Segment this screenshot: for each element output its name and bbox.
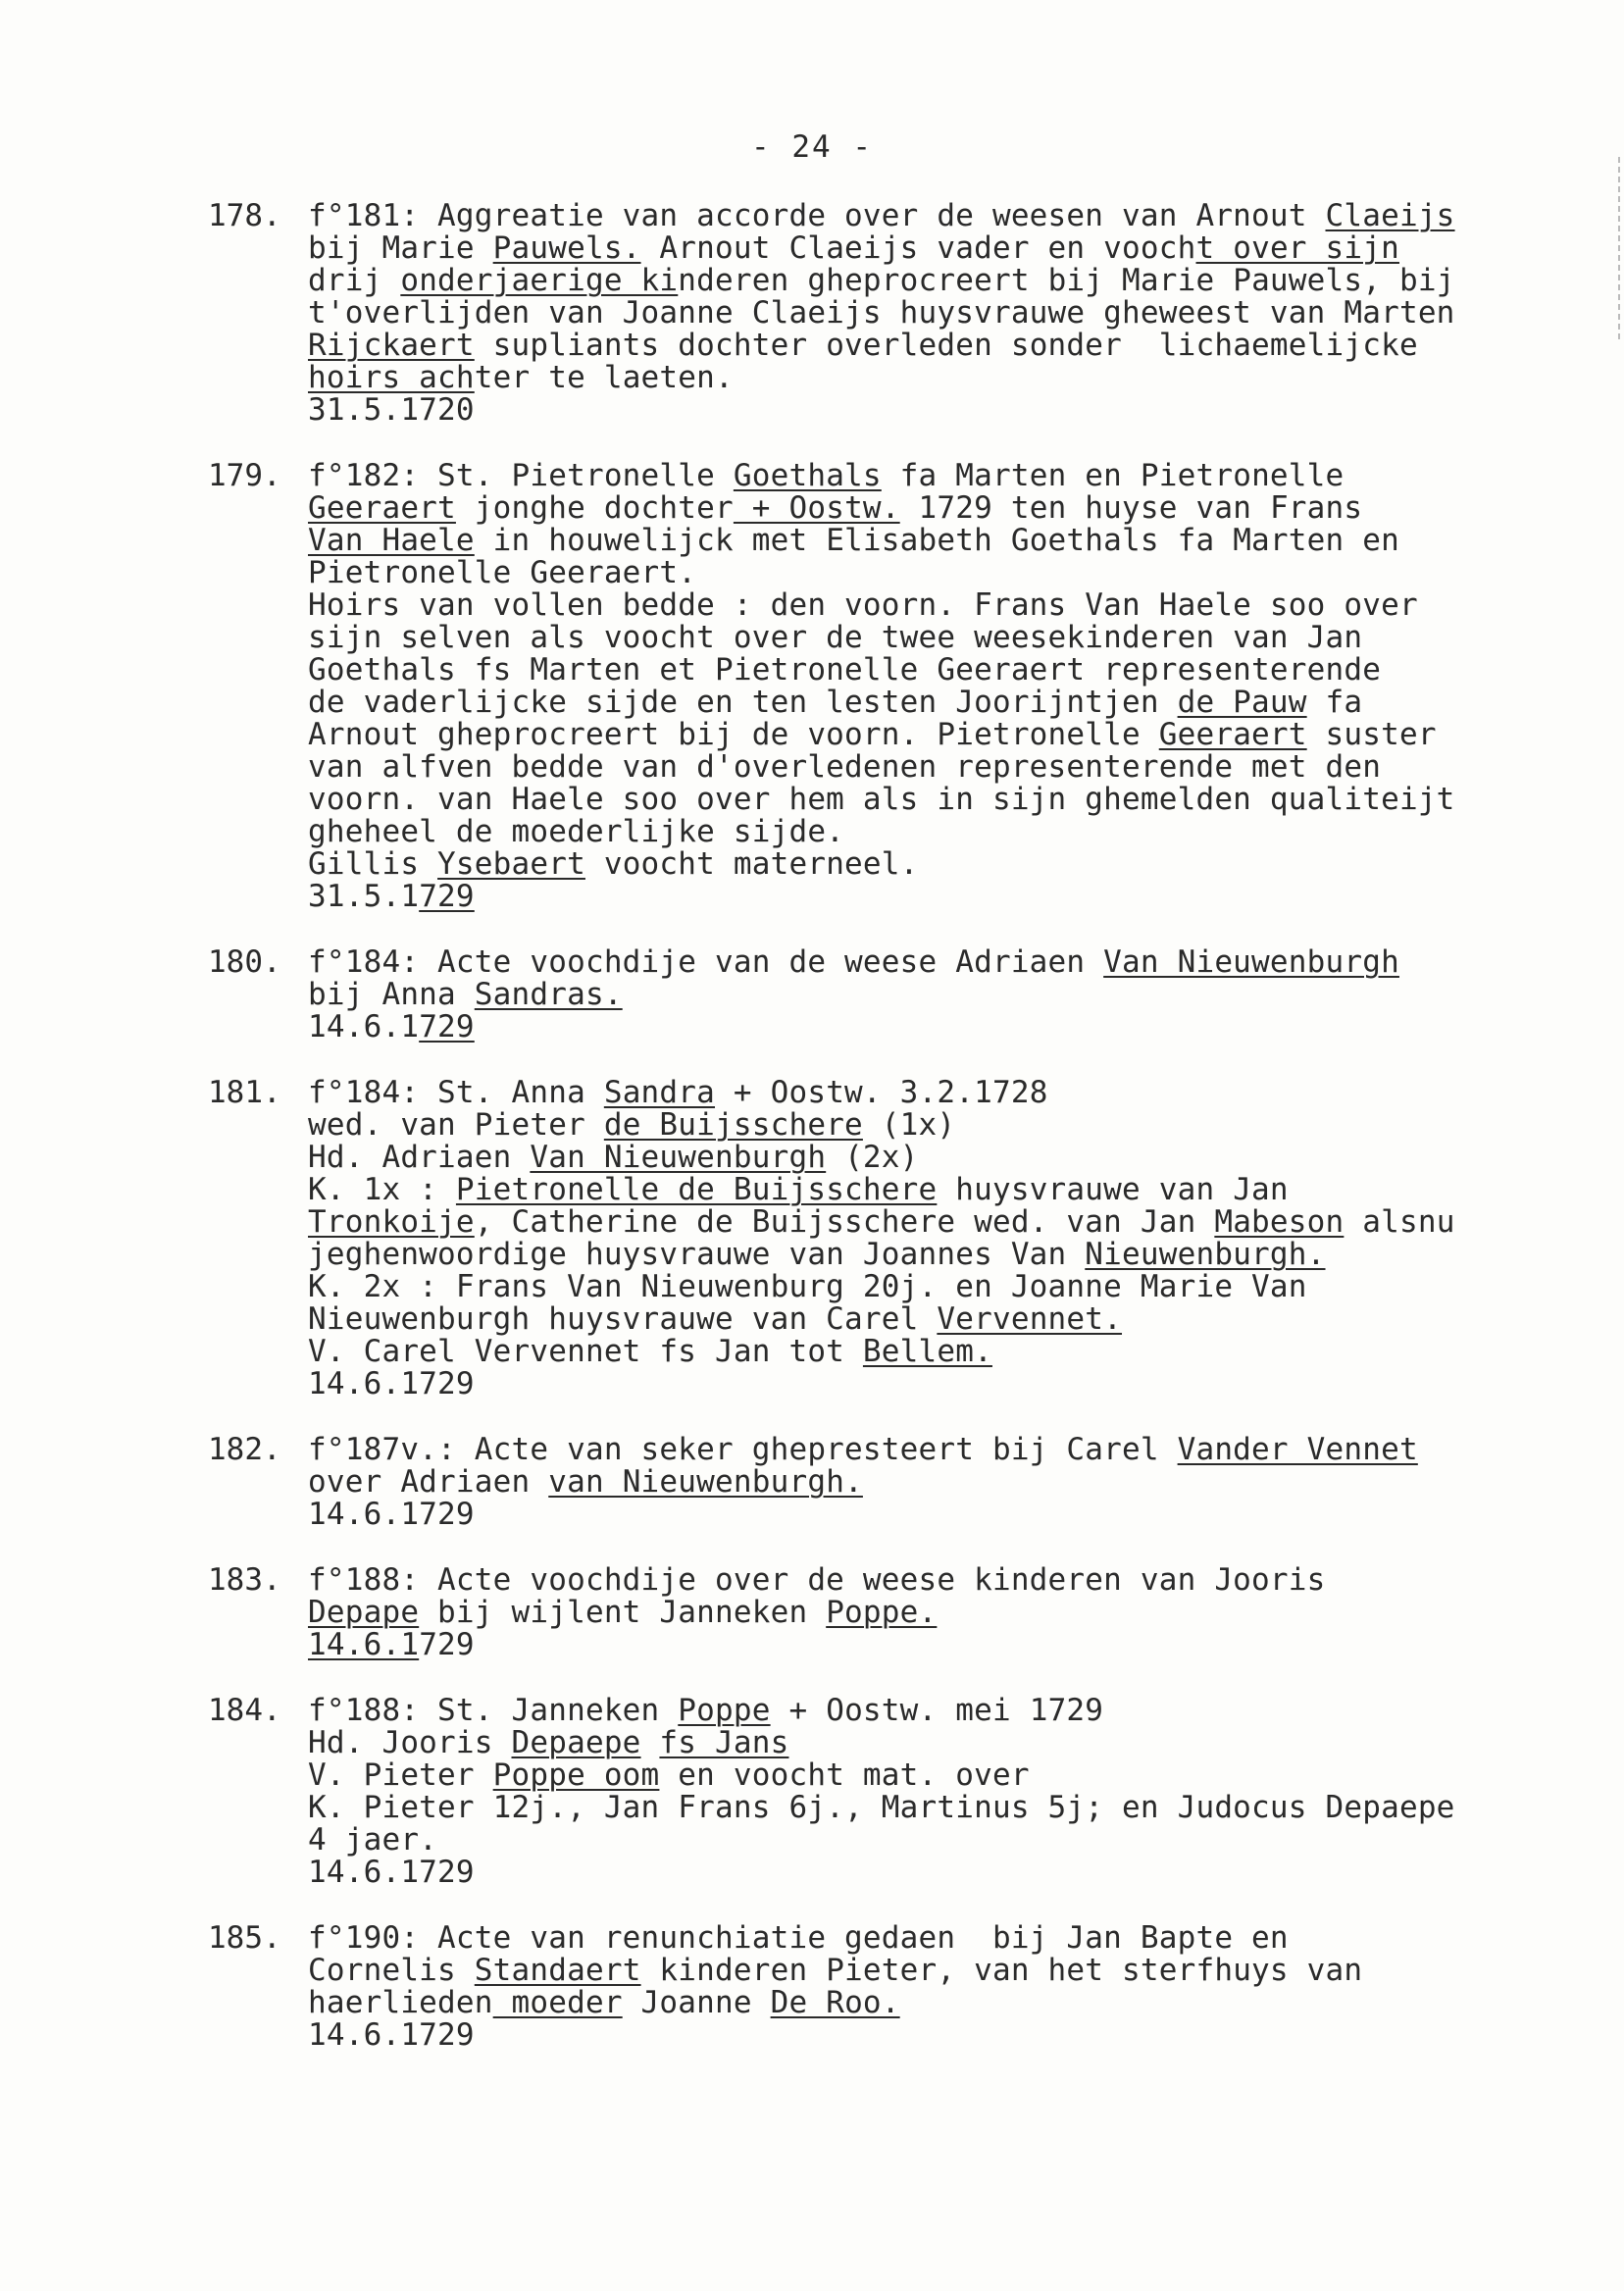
underlined-name: fs Jans [659,1725,789,1760]
entry-text-line [308,719,1542,751]
entry-text-line [308,297,1542,330]
entry-text-line [308,881,1542,913]
text-segment: Pietronelle Geeraert. [308,555,697,590]
entry-number: 179. [208,458,281,493]
underlined-name: Poppe. [826,1595,938,1630]
underlined-name: Geeraert [308,490,456,526]
entry-text-line [308,1077,1542,1109]
entry-text-line [308,1271,1542,1303]
text-segment: 14.6.1729 [308,1366,475,1401]
entry-text-line [308,1174,1542,1206]
entry-text-line [308,362,1542,394]
text-segment: gheheel de moederlijke sijde. [308,814,845,849]
text-segment: 14.6.1729 [308,1855,475,1890]
entry-text-line [308,1434,1542,1466]
text-segment: en voocht mat. over [659,1757,1030,1793]
entry-text-line [308,1466,1542,1499]
entry-number: 185. [208,1920,281,1956]
text-segment: 729 [419,1627,475,1662]
entry-number: 183. [208,1562,281,1598]
text-segment: bij Marie [308,230,493,266]
text-segment: Hoirs van vollen bedde : den voorn. Frans Van Haele soo over [308,587,1418,623]
entry-text-line [308,1727,1542,1759]
underlined-name: Vervennet. [937,1301,1123,1337]
entry-text-line [308,1759,1542,1792]
text-segment: V. Carel Vervennet fs Jan tot [308,1334,863,1369]
text-segment: f°188: Acte voochdije over de weese kinderen van Jooris [308,1562,1326,1598]
text-segment: Nieuwenburgh huysvrauwe van Carel [308,1301,938,1337]
underlined-name: t over sijn [1195,230,1399,266]
entry-text-line [308,525,1542,557]
underlined-name: Poppe oom [492,1757,660,1793]
text-segment: kinderen Pieter, van het sterfhuys van [640,1953,1363,1988]
text-segment: over Adriaen [308,1464,549,1500]
entry-text-line [308,1303,1542,1336]
text-segment: f°182: St. Pietronelle [308,458,734,493]
entry-184 [208,1695,1542,1889]
text-segment: Goethals fs Marten et Pietronelle Geeraert representerende [308,652,1382,687]
underlined-name: Ysebaert [437,846,585,882]
underlined-name: de Pauw [1177,685,1307,720]
entry-text-line [308,946,1542,979]
entry-text-line [308,1597,1542,1629]
entry-text-line [308,200,1542,232]
text-segment: 31.5.1 [308,879,420,914]
text-segment: 14.6.1729 [308,2017,475,2053]
underlined-name: Goethals [733,458,882,493]
text-segment: 14.6.1729 [308,1497,475,1532]
underlined-name: Sandras. [474,977,623,1012]
text-segment: haerlieden [308,1985,493,2020]
underlined-name: Rijckaert [308,328,475,363]
entry-text-line [308,492,1542,525]
underlined-name: Tronkoije [308,1204,475,1240]
entry-text-line [308,979,1542,1011]
text-segment: (2x) [826,1140,919,1175]
underlined-name: 729 [419,1009,475,1044]
underlined-name: moeder [492,1985,623,2020]
entry-text-line [308,751,1542,784]
entry-text-line [308,265,1542,297]
entry-text-line [308,1142,1542,1174]
text-segment: sijn selven als voocht over de twee weesekinderen van Jan [308,620,1363,655]
text-segment: voocht materneel. [584,846,919,882]
text-segment: f°184: St. Anna [308,1075,604,1110]
text-segment: 1729 ten huyse van Frans [899,490,1363,526]
text-segment: Cornelis [308,1953,475,1988]
underlined-name: van Nieuwenburgh. [548,1464,863,1500]
entry-number: 182. [208,1432,281,1467]
entry-text-line [308,1695,1542,1727]
entry-text-line [308,2019,1542,2052]
text-segment: Hd. Adriaen [308,1140,531,1175]
underlined-name: + Oostw. [733,490,900,526]
text-segment: fa Marten en Pietronelle [881,458,1345,493]
text-segment: van alfven bedde van d'overledenen representerende met den [308,749,1382,785]
underlined-name: Vander Vennet [1177,1432,1418,1467]
text-segment: f°181: Aggreatie van accorde over de weesen van Arnout [308,198,1326,233]
text-segment: ter te laeten. [474,360,734,395]
entry-text-line [308,784,1542,816]
underlined-name: Pauwels. [492,230,641,266]
entry-text-line [308,1857,1542,1889]
entry-text-line [308,1629,1542,1661]
text-segment: + Oostw. 3.2.1728 [715,1075,1048,1110]
underlined-name: Standaert [474,1953,641,1988]
underlined-name: Sandra [603,1075,716,1110]
text-segment: huysvrauwe van Jan [937,1172,1289,1207]
text-segment: f°187v.: Acte van seker ghepresteert bij Carel [308,1432,1178,1467]
underlined-name: Claeijs [1325,198,1455,233]
entry-text-line [308,1987,1542,2019]
text-segment: K. 2x : Frans Van Nieuwenburg 20j. en Joanne Marie Van [308,1269,1307,1304]
underlined-name: Depape [308,1595,420,1630]
text-segment: supliants dochter overleden sonder lichaemelijcke [474,328,1418,363]
underlined-name: Geeraert [1158,717,1307,752]
text-segment: jeghenwoordige huysvrauwe van Joannes Van [308,1237,1086,1272]
text-segment: f°184: Acte voochdije van de weese Adriaen [308,944,1104,980]
underlined-name: Bellem. [862,1334,992,1369]
entry-text-line [308,1955,1542,1987]
underlined-name: 14.6.1 [308,1627,420,1662]
page-number: - 24 - [751,129,873,165]
text-segment: 4 jaer. [308,1822,438,1858]
text-segment: nderen gheprocreert bij Marie Pauwels, bij [678,263,1455,298]
underlined-name: Nieuwenburgh. [1085,1237,1326,1272]
underlined-name: hoirs ach [308,360,475,395]
entry-list [208,200,1542,2085]
underlined-name: 729 [419,879,475,914]
entry-text-line [308,460,1542,492]
margin-scan-mark [1618,157,1620,343]
text-segment: Gillis [308,846,438,882]
text-segment: Arnout gheprocreert bij de voorn. Pietronelle [308,717,1159,752]
text-segment: alsnu [1344,1204,1455,1240]
entry-text-line [308,1824,1542,1857]
entry-text-line [308,330,1542,362]
entry-text-line [308,1336,1542,1368]
entry-text-line [308,1922,1542,1955]
text-segment: de vaderlijcke sijde en ten lesten Joorijntjen [308,685,1178,720]
text-segment: bij Anna [308,977,475,1012]
underlined-name: Van Nieuwenburgh [1103,944,1399,980]
entry-185 [208,1922,1542,2052]
text-segment: 31.5.1720 [308,392,475,428]
entry-text-line [308,816,1542,848]
entry-text-line [308,589,1542,622]
entry-number: 181. [208,1075,281,1110]
text-segment: 14.6.1 [308,1009,420,1044]
entry-text-line [308,622,1542,654]
entry-number: 180. [208,944,281,980]
entry-number: 184. [208,1693,281,1728]
text-segment: f°188: St. Janneken [308,1693,679,1728]
text-segment: Joanne [622,1985,771,2020]
underlined-name: Van Nieuwenburgh [530,1140,827,1175]
underlined-name: Pietronelle de Buijsschere [455,1172,938,1207]
entry-180 [208,946,1542,1044]
entry-text-line [308,1368,1542,1400]
entry-text-line [308,1564,1542,1597]
underlined-name: Poppe [678,1693,771,1728]
text-segment: suster [1306,717,1437,752]
entry-183 [208,1564,1542,1661]
text-segment: V. Pieter [308,1757,493,1793]
text-segment: bij wijlent Janneken [419,1595,827,1630]
text-segment: K. 1x : [308,1172,456,1207]
underlined-name: Depaepe [511,1725,641,1760]
entry-182 [208,1434,1542,1531]
text-segment: K. Pieter 12j., Jan Frans 6j., Martinus 5j; en Judocus Depaepe [308,1790,1455,1825]
text-segment: + Oostw. mei 1729 [770,1693,1104,1728]
text-segment: t'overlijden van Joanne Claeijs huysvrauwe gheweest van Marten [308,295,1455,331]
text-segment [641,1725,660,1760]
text-segment: Hd. Jooris [308,1725,512,1760]
entry-text-line [308,557,1542,589]
entry-text-line [308,848,1542,881]
text-segment: jonghe dochter [455,490,734,526]
text-segment: , Catherine de Buijsschere wed. van Jan [474,1204,1215,1240]
entry-179 [208,460,1542,913]
text-segment: f°190: Acte van renunchiatie gedaen bij Jan Bapte en [308,1920,1289,1956]
underlined-name: De Roo. [770,1985,900,2020]
underlined-name: Van Haele [308,523,475,558]
text-segment: drij [308,263,401,298]
entry-text-line [308,1011,1542,1044]
entry-text-line [308,1206,1542,1239]
text-segment: wed. van Pieter [308,1107,604,1143]
text-segment: voorn. van Haele soo over hem als in sijn ghemelden qualiteijt [308,782,1455,817]
entry-178 [208,200,1542,427]
text-segment: Arnout Claeijs vader en vooch [640,230,1196,266]
entry-text-line [308,687,1542,719]
entry-text-line [308,1792,1542,1824]
entry-text-line [308,1499,1542,1531]
underlined-name: onderjaerige ki [400,263,679,298]
entry-text-line [308,1109,1542,1142]
entry-number: 178. [208,198,281,233]
text-segment: fa [1306,685,1363,720]
entry-181 [208,1077,1542,1400]
entry-text-line [308,1239,1542,1271]
text-segment: (1x) [862,1107,956,1143]
entry-text-line [308,394,1542,427]
entry-text-line [308,654,1542,687]
text-segment: in houwelijck met Elisabeth Goethals fa Marten en [474,523,1399,558]
entry-text-line [308,232,1542,265]
underlined-name: Mabeson [1214,1204,1345,1240]
underlined-name: de Buijsschere [603,1107,863,1143]
